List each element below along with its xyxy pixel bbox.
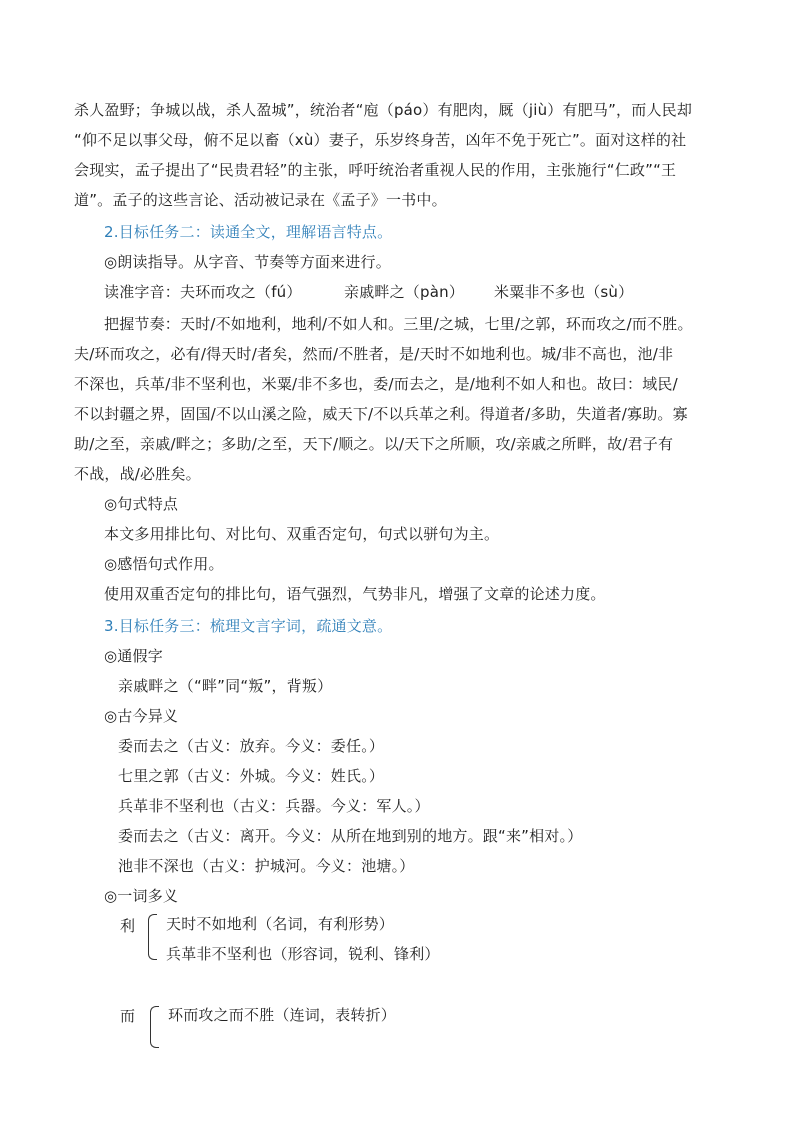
- gujin-title: ◎古今异义: [104, 707, 179, 725]
- brace: [148, 914, 157, 960]
- gujin-item: 七里之郭（古义：外城。今义：姓氏。）: [118, 767, 385, 785]
- rhythm-line: 不战，战/必胜矣。: [74, 465, 201, 483]
- gujin-item: 兵革非不坚利也（古义：兵器。今义：军人。）: [118, 797, 430, 815]
- pronunciation-item: 夫环而攻之（fú）: [180, 283, 302, 301]
- pronunciation-label: 读准字音：: [104, 283, 181, 301]
- gujin-item: 委而去之（古义：离开。今义：从所在地到别的地方。跟“来”相对。）: [118, 827, 583, 845]
- reading-guide: ◎朗读指导。从字音、节奏等方面来进行。: [104, 253, 391, 271]
- rhythm-line: 助/之至，亲戚/畔之；多助/之至，天下/顺之。以/天下之所顺，攻/亲戚之所畔，故/君子有: [74, 435, 674, 453]
- polysemy-word-li: 利: [120, 917, 136, 935]
- rhythm-line: 不以封疆之界，固国/不以山溪之险，威天下/不以兵革之利。得道者/多助，失道者/寡助。寡: [74, 405, 688, 423]
- polysemy-usage: 兵革非不坚利也（形容词，锐利、锋利）: [166, 945, 440, 963]
- intro-line: 会现实，孟子提出了“民贵君轻”的主张，呼吁统治者重视人民的作用，主张施行“仁政”“王: [74, 161, 677, 179]
- sentence-features-text: 本文多用排比句、对比句、双重否定句，句式以骈句为主。: [104, 525, 500, 543]
- task3-heading: 3.目标任务三：梳理文言字词，疏通文意。: [104, 617, 393, 635]
- sentence-features-title: ◎句式特点: [104, 495, 179, 513]
- brace: [150, 1006, 159, 1048]
- intro-line: “仰不足以事父母，俯不足以畜（xù）妻子，乐岁终身苦，凶年不免于死亡”。面对这样的社: [74, 131, 687, 149]
- intro-line: 道”。孟子的这些言论、活动被记录在《孟子》一书中。: [74, 191, 447, 209]
- polysemy-word-er: 而: [120, 1007, 136, 1025]
- sentence-effect-text: 使用双重否定句的排比句，语气强烈，气势非凡，增强了文章的论述力度。: [104, 585, 606, 603]
- rhythm-line: 把握节奏：天时/不如地利，地利/不如人和。三里/之城，七里/之郭，环而攻之/而不胜。: [104, 315, 693, 333]
- gujin-item: 池非不深也（古义：护城河。今义：池塘。）: [118, 857, 415, 875]
- tongjia-title: ◎通假字: [104, 647, 163, 665]
- rhythm-line: 夫/环而攻之，必有/得天时/者矣，然而/不胜者，是/天时不如地利也。城/非不高也，池/非: [74, 345, 674, 363]
- gujin-item: 委而去之（古义：放弃。今义：委任。）: [118, 737, 385, 755]
- pronunciation-item: 米粟非不多也（sù）: [494, 283, 634, 301]
- intro-line: 杀人盈野；争城以战，杀人盈城”，统治者“庖（páo）有肥肉，厩（jiù）有肥马”，而人民却: [74, 101, 693, 119]
- sentence-effect-title: ◎感悟句式作用。: [104, 555, 224, 573]
- task2-heading: 2.目标任务二：读通全文，理解语言特点。: [104, 223, 393, 241]
- pronunciation-item: 亲戚畔之（pàn）: [344, 283, 465, 301]
- polysemy-title: ◎一词多义: [104, 887, 179, 905]
- polysemy-usage: 环而攻之而不胜（连词，表转折）: [168, 1006, 397, 1024]
- tongjia-item: 亲戚畔之（“畔”同“叛”，背叛）: [118, 677, 333, 695]
- polysemy-usage: 天时不如地利（名词，有利形势）: [166, 915, 395, 933]
- rhythm-line: 不深也，兵革/非不坚利也，米粟/非不多也，委/而去之，是/地利不如人和也。故曰：域民/: [74, 375, 678, 393]
